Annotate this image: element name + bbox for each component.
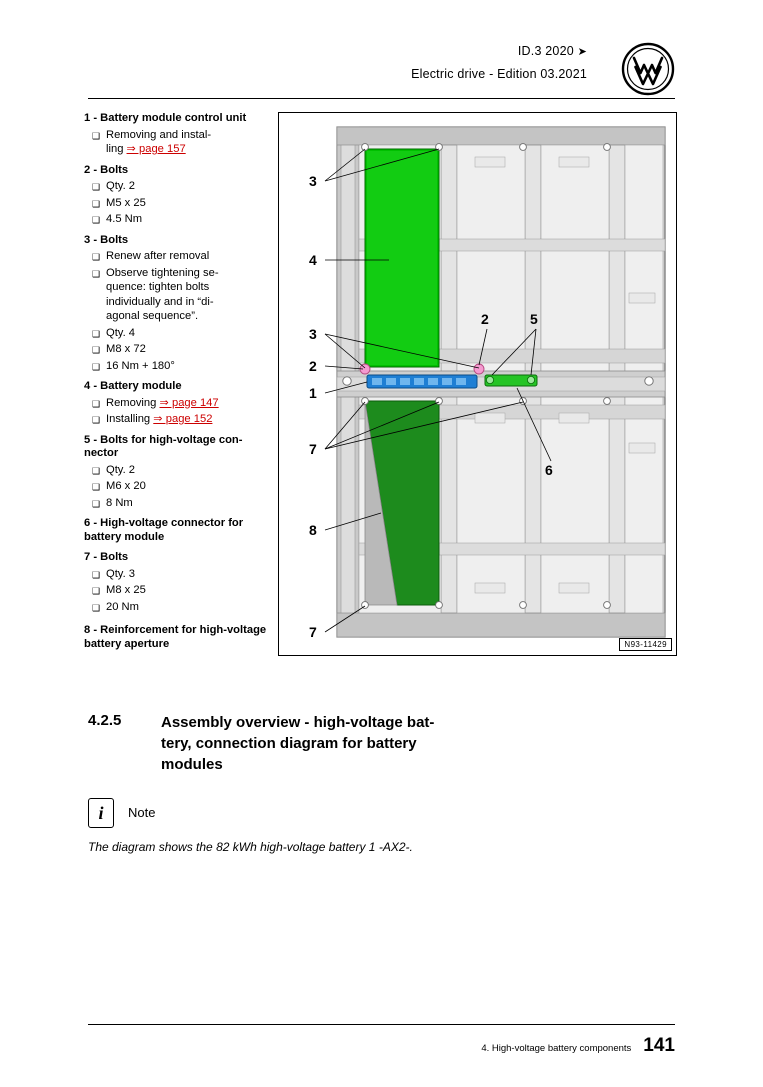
legend-item-wrap-3: agonal sequence”. bbox=[106, 310, 199, 322]
legend-item-text: Qty. 2 bbox=[106, 180, 136, 192]
svg-text:3: 3 bbox=[309, 326, 317, 342]
legend-title-7: 7 - Bolts bbox=[84, 551, 129, 563]
legend-item-text: Qty. 3 bbox=[106, 567, 136, 580]
vw-logo bbox=[621, 42, 675, 96]
legend-item bbox=[84, 266, 274, 324]
bullet-icon: ❑ bbox=[92, 465, 101, 476]
legend-item-text: M6 x 20 bbox=[106, 480, 146, 492]
bullet-icon: ❑ bbox=[92, 482, 101, 492]
legend-item bbox=[84, 179, 274, 194]
svg-text:7: 7 bbox=[309, 441, 317, 457]
legend-list bbox=[84, 112, 274, 653]
svg-text:8: 8 bbox=[309, 522, 317, 538]
bullet-icon: ❑ bbox=[92, 361, 101, 372]
header-divider bbox=[88, 98, 675, 99]
legend-item-text: M8 x 25 bbox=[106, 584, 146, 596]
page-reference-link[interactable]: ⇒ page 152 bbox=[153, 413, 213, 425]
legend-item-text: 8 Nm bbox=[106, 496, 133, 509]
svg-text:1: 1 bbox=[309, 385, 317, 401]
legend-item-wrap-2: individually and in “di- bbox=[106, 295, 214, 308]
info-icon-glyph: i bbox=[98, 803, 104, 823]
legend-item bbox=[84, 196, 274, 211]
legend-item-text: 4.5 Nm bbox=[106, 213, 143, 225]
bullet-icon: ❑ bbox=[92, 182, 101, 192]
legend-item bbox=[84, 359, 274, 374]
svg-text:3: 3 bbox=[309, 173, 317, 189]
section-title-line2: tery, connection diagram for battery bbox=[161, 735, 417, 752]
legend-item-wrap-1: quence: tighten bolts bbox=[106, 281, 210, 293]
legend-title-5 bbox=[84, 434, 274, 461]
svg-text:2: 2 bbox=[309, 358, 317, 374]
svg-text:4: 4 bbox=[309, 252, 317, 268]
legend-item-text: 16 Nm + 180° bbox=[106, 359, 175, 372]
bullet-icon: ❑ bbox=[92, 268, 101, 279]
bullet-icon: ❑ bbox=[92, 398, 101, 409]
section-heading bbox=[88, 712, 648, 775]
legend-title-5-line2: nector bbox=[84, 447, 119, 459]
section-title-line3: modules bbox=[161, 756, 223, 773]
legend-item-text: Renew after removal bbox=[106, 250, 210, 262]
bullet-icon: ❑ bbox=[92, 498, 101, 509]
legend-title-4: 4 - Battery module bbox=[84, 380, 182, 392]
note-text: The diagram shows the 82 kWh high-voltage battery 1 -AX2-. bbox=[88, 840, 413, 854]
legend-title-5-line1: 5 - Bolts for high-voltage con- bbox=[84, 433, 243, 446]
header-titles bbox=[88, 40, 675, 85]
legend-title-6-line2: battery module bbox=[84, 530, 165, 543]
note-block bbox=[88, 798, 648, 854]
figure-code: N93-11429 bbox=[619, 638, 672, 651]
legend-item-text: Qty. 4 bbox=[106, 326, 136, 339]
legend-title-1: 1 - Battery module control unit bbox=[84, 112, 247, 124]
svg-text:7: 7 bbox=[309, 624, 317, 640]
legend-item-text: Removing and instal- bbox=[106, 128, 212, 141]
legend-item bbox=[84, 128, 274, 157]
legend-item bbox=[84, 396, 274, 411]
header-model-line bbox=[88, 40, 587, 63]
note-label: Note bbox=[128, 805, 156, 820]
legend-item bbox=[84, 496, 274, 511]
legend-item bbox=[84, 567, 274, 582]
page-reference-link[interactable]: ⇒ page 157 bbox=[126, 143, 186, 155]
legend-title-8: 8 - Reinforcement for high-voltage battery aperture bbox=[84, 624, 267, 650]
legend-item-text: Qty. 2 bbox=[106, 463, 136, 476]
legend-item bbox=[84, 342, 274, 357]
bullet-icon: ❑ bbox=[92, 569, 101, 580]
legend-item-text-cont: ling bbox=[106, 143, 127, 155]
section-title bbox=[161, 712, 471, 775]
bullet-icon: ❑ bbox=[92, 130, 101, 141]
legend-item-text: Observe tightening se- bbox=[106, 266, 219, 279]
bullet-icon: ❑ bbox=[92, 252, 101, 262]
bullet-icon: ❑ bbox=[92, 345, 101, 355]
legend-item bbox=[84, 212, 274, 227]
legend-item bbox=[84, 583, 274, 598]
legend-title-6 bbox=[84, 517, 274, 544]
bullet-icon: ❑ bbox=[92, 415, 101, 425]
battery-diagram bbox=[279, 113, 676, 655]
bullet-icon: ❑ bbox=[92, 586, 101, 596]
legend-item bbox=[84, 249, 274, 264]
legend-item bbox=[84, 479, 274, 494]
legend-item bbox=[84, 412, 274, 427]
legend-item-text: 20 Nm bbox=[106, 600, 139, 613]
legend-item-text: M8 x 72 bbox=[106, 343, 146, 355]
svg-text:5: 5 bbox=[530, 311, 538, 327]
svg-text:2: 2 bbox=[481, 311, 489, 327]
footer-chapter: 4. High-voltage battery components bbox=[481, 1043, 632, 1054]
assembly-overview-figure bbox=[278, 112, 677, 656]
svg-text:6: 6 bbox=[545, 462, 553, 478]
page-number: 141 bbox=[643, 1035, 675, 1056]
legend-item-text: M5 x 25 bbox=[106, 196, 146, 209]
legend-item bbox=[84, 463, 274, 478]
header-edition: Electric drive - Edition 03.2021 bbox=[411, 67, 587, 81]
page-footer bbox=[88, 1024, 675, 1057]
bullet-icon: ❑ bbox=[92, 215, 101, 225]
page-reference-link[interactable]: ⇒ page 147 bbox=[159, 396, 219, 409]
legend-item-text: Installing bbox=[106, 413, 154, 425]
section-title-line1: Assembly overview - high-voltage bat- bbox=[161, 714, 435, 731]
bullet-icon: ❑ bbox=[92, 602, 101, 613]
legend-item bbox=[84, 600, 274, 615]
legend-item bbox=[84, 326, 274, 341]
bullet-icon: ❑ bbox=[92, 328, 101, 339]
info-icon bbox=[88, 798, 114, 828]
section-number: 4.2.5 bbox=[88, 712, 122, 729]
arrow-icon: ➤ bbox=[577, 46, 587, 58]
legend-title-3: 3 - Bolts bbox=[84, 233, 129, 246]
page-header bbox=[88, 40, 675, 98]
legend-title-2: 2 - Bolts bbox=[84, 163, 129, 176]
header-model: ID.3 2020 bbox=[517, 44, 574, 58]
legend-item-text: Removing bbox=[106, 396, 160, 409]
legend-title-6-line1: 6 - High-voltage connector for bbox=[84, 517, 244, 529]
bullet-icon: ❑ bbox=[92, 198, 101, 209]
